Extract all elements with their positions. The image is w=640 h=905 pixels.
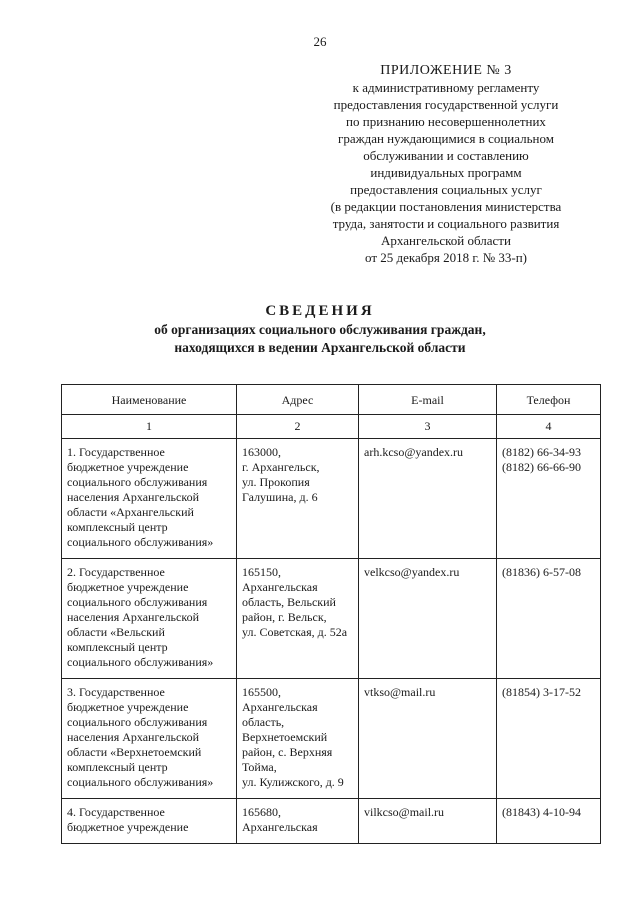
email-cell: arh.kcso@yandex.ru bbox=[359, 439, 497, 559]
org-name-line: комплексный центр bbox=[67, 760, 168, 774]
phone-line: (8182) 66-66-90 bbox=[502, 460, 581, 474]
address-line: Галушина, д. 6 bbox=[242, 490, 318, 504]
column-number: 4 bbox=[497, 415, 601, 439]
column-number: 3 bbox=[359, 415, 497, 439]
appendix-line: (в редакции постановления министерства bbox=[330, 199, 562, 214]
org-name-line: социального обслуживания bbox=[67, 595, 208, 609]
appendix-line: Архангельской области bbox=[381, 233, 511, 248]
address-line: район, г. Вельск, bbox=[242, 610, 327, 624]
address-line: ул. Советская, д. 52а bbox=[242, 625, 348, 639]
address-cell bbox=[237, 559, 359, 679]
header-address: Адрес bbox=[237, 385, 359, 415]
org-name-cell bbox=[62, 679, 237, 799]
appendix-line: индивидуальных программ bbox=[370, 165, 522, 180]
table-row bbox=[62, 439, 601, 559]
column-number-row bbox=[62, 415, 601, 439]
address-line: Архангельская bbox=[242, 700, 318, 714]
appendix-line: предоставления государственной услуги bbox=[333, 97, 559, 112]
address-line: 165500, bbox=[242, 685, 281, 699]
table-row bbox=[62, 559, 601, 679]
table-row bbox=[62, 799, 601, 844]
org-name-line: комплексный центр bbox=[67, 640, 168, 654]
org-name-line: бюджетное учреждение bbox=[67, 700, 189, 714]
phone-line: (81836) 6-57-08 bbox=[502, 565, 581, 579]
address-cell bbox=[237, 439, 359, 559]
org-name-cell bbox=[62, 799, 237, 844]
email-cell: vilkcso@mail.ru bbox=[359, 799, 497, 844]
address-line: г. Архангельск, bbox=[242, 460, 320, 474]
phone-cell bbox=[497, 439, 601, 559]
column-number: 2 bbox=[237, 415, 359, 439]
org-name-line: 3. Государственное bbox=[67, 685, 165, 699]
table-header-row bbox=[62, 385, 601, 415]
org-name-line: населения Архангельской bbox=[67, 730, 199, 744]
appendix-line: от 25 декабря 2018 г. № 33-п) bbox=[364, 250, 527, 265]
address-line: Архангельская bbox=[242, 580, 318, 594]
org-name-line: бюджетное учреждение bbox=[67, 460, 189, 474]
org-name-cell bbox=[62, 559, 237, 679]
org-name-line: 2. Государственное bbox=[67, 565, 165, 579]
address-line: 165680, bbox=[242, 805, 281, 819]
header-name: Наименование bbox=[62, 385, 237, 415]
email-cell: vtkso@mail.ru bbox=[359, 679, 497, 799]
org-name-line: социального обслуживания» bbox=[67, 775, 214, 789]
org-name-line: бюджетное учреждение bbox=[67, 820, 189, 834]
org-name-line: области «Верхнетоемский bbox=[67, 745, 202, 759]
appendix-line: граждан нуждающимися в социальном bbox=[338, 131, 554, 146]
org-name-line: населения Архангельской bbox=[67, 490, 199, 504]
org-name-line: 1. Государственное bbox=[67, 445, 165, 459]
org-name-line: области «Архангельский bbox=[67, 505, 194, 519]
document-title bbox=[0, 301, 640, 357]
address-line: 165150, bbox=[242, 565, 281, 579]
address-cell bbox=[237, 799, 359, 844]
org-name-cell bbox=[62, 439, 237, 559]
phone-line: (8182) 66-34-93 bbox=[502, 445, 581, 459]
page-number: 26 bbox=[313, 34, 327, 49]
org-name-line: комплексный центр bbox=[67, 520, 168, 534]
appendix-line: обслуживании и составлению bbox=[363, 148, 529, 163]
appendix-line: к административному регламенту bbox=[352, 80, 540, 95]
phone-cell bbox=[497, 679, 601, 799]
org-name-line: социального обслуживания bbox=[67, 475, 208, 489]
org-name-line: 4. Государственное bbox=[67, 805, 165, 819]
column-number: 1 bbox=[62, 415, 237, 439]
address-line: район, с. Верхняя bbox=[242, 745, 333, 759]
org-name-line: социального обслуживания» bbox=[67, 655, 214, 669]
address-cell bbox=[237, 679, 359, 799]
address-line: область, bbox=[242, 715, 285, 729]
appendix-line: труда, занятости и социального развития bbox=[332, 216, 560, 231]
org-name-line: бюджетное учреждение bbox=[67, 580, 189, 594]
email-cell: velkcso@yandex.ru bbox=[359, 559, 497, 679]
address-line: 163000, bbox=[242, 445, 281, 459]
appendix-block bbox=[296, 62, 596, 266]
document-subtitle-line: об организациях социального обслуживания граждан, bbox=[154, 322, 486, 337]
header-phone: Телефон bbox=[497, 385, 601, 415]
address-line: Тойма, bbox=[242, 760, 277, 774]
organizations-table bbox=[61, 384, 601, 844]
phone-line: (81854) 3-17-52 bbox=[502, 685, 581, 699]
document-title-main: СВЕДЕНИЯ bbox=[265, 303, 375, 319]
phone-line: (81843) 4-10-94 bbox=[502, 805, 581, 819]
org-name-line: населения Архангельской bbox=[67, 610, 199, 624]
address-line: область, Вельский bbox=[242, 595, 336, 609]
address-line: Архангельская bbox=[242, 820, 318, 834]
address-line: Верхнетоемский bbox=[242, 730, 328, 744]
address-line: ул. Прокопия bbox=[242, 475, 310, 489]
table-row bbox=[62, 679, 601, 799]
org-name-line: области «Вельский bbox=[67, 625, 165, 639]
phone-cell bbox=[497, 799, 601, 844]
address-line: ул. Кулижского, д. 9 bbox=[242, 775, 344, 789]
org-name-line: социального обслуживания bbox=[67, 715, 208, 729]
appendix-line: предоставления социальных услуг bbox=[350, 182, 542, 197]
document-subtitle-line: находящихся в ведении Архангельской области bbox=[174, 340, 466, 355]
appendix-title: ПРИЛОЖЕНИЕ № 3 bbox=[380, 63, 512, 78]
appendix-line: по признанию несовершеннолетних bbox=[346, 114, 546, 129]
org-name-line: социального обслуживания» bbox=[67, 535, 214, 549]
header-email: E-mail bbox=[359, 385, 497, 415]
phone-cell bbox=[497, 559, 601, 679]
